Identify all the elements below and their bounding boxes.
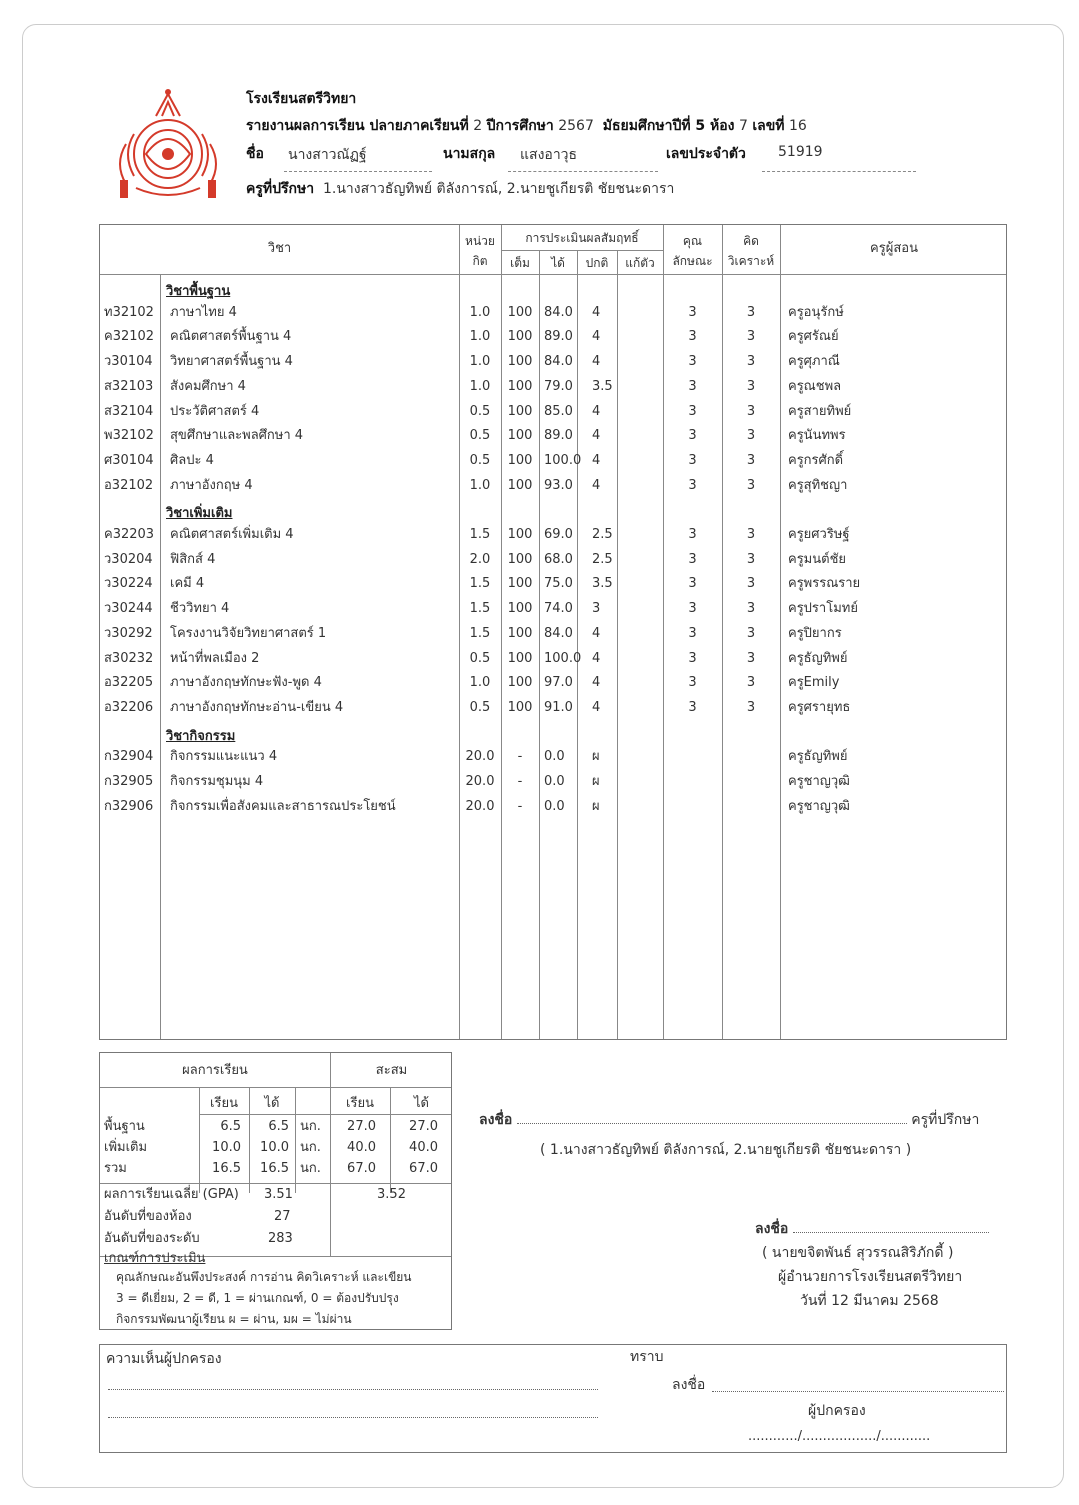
grades-table [99,224,1007,1040]
grade-normal: 4 [592,428,601,444]
teacher-name: ครูนันทพร [788,428,846,444]
parent-ack-label: ทราบ [630,1349,664,1365]
grade-normal: 4 [592,675,601,691]
subject-code: ก32906 [104,798,154,814]
advisor-sign-label: ลงชื่อ [479,1112,513,1128]
grade-normal: 4 [592,329,601,345]
score-full: 100 [507,428,533,444]
col-think-top: คิด [743,234,759,248]
student-surname: แสงอาวุธ [520,147,578,163]
col-char-top: คุณ [682,234,703,248]
summary-acc-enrolled: 27.0 [347,1119,376,1134]
credit-units: 0.5 [469,650,491,666]
credit-units: 0.5 [469,428,491,444]
thinking-score: 3 [746,428,756,444]
character-score: 3 [688,625,697,641]
grade-normal: 4 [592,304,601,320]
subject-code: พ32102 [104,428,154,444]
character-score: 3 [688,477,697,493]
score-got: 68.0 [544,551,573,567]
credit-units: 1.5 [469,601,491,617]
subject-name: ภาษาอังกฤษ 4 [170,477,253,493]
score-full: 100 [507,675,533,691]
teacher-name: ครูพรรณราย [788,576,861,592]
subject-name: ภาษาอังกฤษทักษะอ่าน-เขียน 4 [170,699,344,715]
score-got: 0.0 [544,774,565,789]
character-score: 3 [688,551,697,567]
report-title-line [246,115,807,137]
subject-name: วิทยาศาสตร์พื้นฐาน 4 [170,354,293,370]
score-got: 85.0 [544,403,573,419]
subject-code: ว30292 [104,625,153,641]
criteria-line-2: 3 = ดีเยี่ยม, 2 = ดี, 1 = ผ่านเกณฑ์, 0 = ต้องปรับปรุง [116,1291,399,1305]
character-score: 3 [688,329,697,345]
score-got: 84.0 [544,354,573,370]
character-score: 3 [688,452,697,468]
subject-name: คณิตศาสตร์เพิ่มเติม 4 [170,527,294,542]
parent-opinion-line-2[interactable] [108,1417,598,1418]
score-got: 0.0 [544,749,565,765]
subject-code: อ32102 [104,477,154,493]
grade-normal: 4 [592,650,601,666]
character-score: 3 [688,428,697,444]
gpa-label: ผลการเรียนเฉลี่ย (GPA) [104,1187,239,1202]
score-got: 84.0 [544,625,573,641]
teacher-name: ครูสุทิชญา [788,477,848,493]
character-score: 3 [688,403,697,419]
rank-level-value: 283 [268,1231,293,1246]
teacher-name: ครูศุภาณี [788,354,840,370]
score-full: 100 [507,477,533,493]
subject-code: ว30104 [104,354,153,370]
score-got: 84.0 [544,304,573,320]
advisor-label: ครูที่ปรึกษา [246,181,315,197]
score-full: 100 [507,354,533,370]
subject-code: อ32206 [104,699,154,715]
teacher-name: ครูธัญทิพย์ [788,749,848,765]
score-full: 100 [507,551,533,567]
summary-acc-earned: 27.0 [409,1119,438,1134]
advisor-names: 1.นางสาวธัญทิพย์ ติลังการณ์, 2.นายชูเกียรติ ชัยชนะดารา [323,181,675,197]
teacher-name: ครูกรศักดิ์ [788,452,844,468]
thinking-score: 3 [746,477,756,493]
subject-code: ส32103 [104,378,154,394]
subject-name: เคมี 4 [170,576,205,592]
col-subject: วิชา [267,241,292,256]
teacher-name: ครูEmily [788,675,840,691]
summary-enrolled: 10.0 [212,1140,241,1155]
score-got: 97.0 [544,675,573,691]
summary-acc-enrolled: 67.0 [347,1161,376,1176]
summary-earned: 10.0 [260,1140,289,1155]
summary-enrolled: 6.5 [220,1119,241,1134]
group-title: วิชากิจกรรม [166,728,236,744]
character-score: 3 [688,378,697,394]
subject-code: อ32205 [104,675,154,691]
subject-name: สังคมศึกษา 4 [170,378,246,394]
grade-normal: 4 [592,625,601,641]
gpa-accum-value: 3.52 [377,1187,406,1202]
year: 2567 [558,118,594,134]
credit-units: 2.0 [469,551,491,567]
grade-normal: 4 [592,354,601,370]
parent-opinion-label: ความเห็นผู้ปกครอง [106,1351,222,1367]
credit-units: 1.0 [469,477,491,493]
advisor-sign-names: ( 1.นางสาวธัญทิพย์ ติลังการณ์, 2.นายชูเกียรติ ชัยชนะดารา ) [540,1142,912,1158]
teacher-name: ครูมนต์ชัย [788,551,847,567]
subject-code: ค32203 [104,527,155,542]
score-got: 91.0 [544,699,573,715]
credit-units: 0.5 [469,699,491,715]
rank-room-value: 27 [274,1209,291,1224]
col-retake: แก้ตัว [625,256,655,270]
subject-code: ว30244 [104,601,153,617]
thinking-score: 3 [746,650,756,666]
teacher-name: ครูศรัณย์ [788,329,839,345]
gpa-value: 3.51 [264,1187,293,1202]
col-unit-bottom: กิต [472,254,488,268]
advisor-sign-role: ครูที่ปรึกษา [911,1112,980,1128]
summary-enrolled: 16.5 [212,1161,241,1176]
director-role: ผู้อำนวยการโรงเรียนสตรีวิทยา [778,1269,963,1285]
summary-unit: นก. [300,1140,321,1155]
thinking-score: 3 [746,699,756,715]
criteria-line-1: คุณลักษณะอันพึงประสงค์ การอ่าน คิดวิเคราะห์ และเขียน [116,1270,412,1284]
score-full: - [517,798,523,814]
credit-units: 1.5 [469,527,491,542]
rank-room-label: อันดับที่ของห้อง [104,1209,192,1224]
advisor-sign-row [479,1109,979,1131]
grade-normal: 3 [592,601,601,617]
year-label: ปีการศึกษา [486,118,554,134]
score-got: 89.0 [544,329,573,345]
subject-name: ภาษาอังกฤษทักษะฟัง-พูด 4 [170,675,322,691]
group-title: วิชาเพิ่มเติม [166,506,233,522]
number: 16 [788,118,807,134]
surname-label: นามสกุล [443,146,496,162]
teacher-name: ครูชาญวุฒิ [788,798,850,814]
credit-units: 1.0 [469,675,491,691]
col-teacher: ครูผู้สอน [870,241,918,256]
director-sign-row [755,1218,989,1240]
character-score: 3 [688,675,697,691]
subject-name: กิจกรรมชุมนุม 4 [170,774,264,789]
thinking-score: 3 [746,304,756,320]
subject-name: กิจกรรมเพื่อสังคมและสาธารณประโยชน์ [170,798,396,814]
subject-name: หน้าที่พลเมือง 2 [170,650,260,666]
thinking-score: 3 [746,576,756,592]
thinking-score: 3 [746,378,756,394]
thinking-score: 3 [746,452,756,468]
score-got: 89.0 [544,428,573,444]
score-got: 69.0 [544,527,573,542]
thinking-score: 3 [746,625,756,641]
subject-name: โครงงานวิจัยวิทยาศาสตร์ 1 [170,625,327,641]
summary-box [99,1052,452,1330]
summary-result-label: ผลการเรียน [182,1063,248,1078]
subject-code: ว30224 [104,576,153,592]
teacher-name: ครูยศวริษฐ์ [788,527,850,542]
id-label: เลขประจำตัว [666,146,746,162]
thinking-score: 3 [746,601,756,617]
thinking-score: 3 [746,354,756,370]
teacher-name: ครูชาญวุฒิ [788,774,850,789]
summary-acc-enrolled: 40.0 [347,1140,376,1155]
rank-level-label: อันดับที่ของระดับ [104,1231,200,1246]
score-full: 100 [507,625,533,641]
col-char-bottom: ลักษณะ [672,254,713,268]
subject-code: ว30204 [104,551,153,567]
grade-normal: ผ [592,774,600,789]
student-id: 51919 [778,144,823,160]
summary-earned: 16.5 [260,1161,289,1176]
subject-code: ส30232 [104,650,154,666]
criteria-line-3: กิจกรรมพัฒนาผู้เรียน ผ = ผ่าน, มผ = ไม่ผ่าน [116,1312,352,1326]
subject-name: ประวัติศาสตร์ 4 [170,403,260,419]
subject-code: ค32102 [104,329,155,345]
score-full: 100 [507,650,533,666]
score-full: - [517,749,523,765]
character-score: 3 [688,354,697,370]
group-title: วิชาพื้นฐาน [166,284,231,299]
thinking-score: 3 [746,527,756,542]
director-sign-label: ลงชื่อ [755,1221,789,1237]
teacher-name: ครูสายทิพย์ [788,403,852,419]
criteria-title: เกณฑ์การประเมิน [104,1251,206,1266]
credit-units: 1.5 [469,576,491,592]
summary-row-label: เพิ่มเติม [104,1140,148,1155]
teacher-name: ครูปราโมทย์ [788,601,858,617]
subject-name: สุขศึกษาและพลศึกษา 4 [170,428,304,444]
parent-date-line: ............/................../............ [748,1429,931,1444]
credit-units: 20.0 [465,798,495,814]
character-score: 3 [688,576,697,592]
report-title: รายงานผลการเรียน ปลายภาคเรียนที่ [246,118,469,134]
score-full: 100 [507,601,533,617]
grade-normal: ผ [592,798,600,814]
teacher-name: ครูธัญทิพย์ [788,650,848,666]
teacher-name: ครูศรายุทธ [788,699,851,715]
thinking-score: 3 [746,329,756,345]
credit-units: 1.0 [469,354,491,370]
score-got: 75.0 [544,576,573,592]
character-score: 3 [688,699,697,715]
thinking-score: 3 [746,403,756,419]
student-name: นางสาวณัฏฐ์ [288,147,367,163]
subject-code: ท32102 [104,304,154,320]
score-full: 100 [507,403,533,419]
col-think-bottom: วิเคราะห์ [727,254,775,268]
character-score: 3 [688,304,697,320]
parent-opinion-line-1[interactable] [108,1389,598,1390]
col-eval: การประเมินผลสัมฤทธิ์ [525,231,639,245]
credit-units: 1.5 [469,625,491,641]
report-date: วันที่ 12 มีนาคม 2568 [800,1293,939,1309]
subject-code: ส32104 [104,403,154,419]
parent-sign-label: ลงชื่อ [672,1377,706,1393]
teacher-name: ครูปิยากร [788,625,842,641]
character-score: 3 [688,601,697,617]
score-full: - [517,774,523,789]
summary-row-label: รวม [104,1161,127,1176]
subject-name: ภาษาไทย 4 [170,304,237,320]
class-label: มัธยมศึกษาปีที่ 5 ห้อง [602,118,735,134]
col-unit-top: หน่วย [465,234,495,248]
subject-name: กิจกรรมแนะแนว 4 [170,749,278,765]
grade-normal: ผ [592,749,600,765]
parent-box [99,1344,1007,1453]
score-got: 93.0 [544,477,573,493]
grade-normal: 4 [592,699,601,715]
summary-acc-enrolled-head: เรียน [346,1096,374,1111]
character-score: 3 [688,527,697,542]
summary-acc-earned: 40.0 [409,1140,438,1155]
score-full: 100 [507,699,533,715]
grade-normal: 3.5 [592,576,613,592]
score-full: 100 [507,527,533,542]
summary-acc-earned-head: ได้ [414,1096,429,1111]
summary-unit: นก. [300,1161,321,1176]
school-name: โรงเรียนสตรีวิทยา [246,91,357,107]
score-full: 100 [507,576,533,592]
col-full: เต็ม [510,256,530,270]
credit-units: 20.0 [465,774,495,789]
credit-units: 1.0 [469,329,491,345]
subject-name: ฟิสิกส์ 4 [170,551,216,567]
grade-normal: 4 [592,403,601,419]
score-got: 79.0 [544,378,573,394]
director-name: ( นายขจิตพันธ์ สุวรรณสิริภักดี้ ) [762,1245,954,1261]
teacher-name: ครูอนุรักษ์ [788,304,844,320]
grade-normal: 2.5 [592,551,613,567]
score-full: 100 [507,378,533,394]
room: 7 [738,118,748,134]
subject-code: ก32904 [104,749,154,765]
grade-normal: 4 [592,452,601,468]
credit-units: 1.0 [469,304,491,320]
subject-name: ชีววิทยา 4 [170,601,230,617]
credit-units: 20.0 [465,749,495,765]
score-full: 100 [507,452,533,468]
teacher-name: ครูณชพล [788,378,842,394]
col-normal: ปกติ [585,256,609,270]
subject-code: ก32905 [104,774,154,789]
score-got: 74.0 [544,601,573,617]
score-got: 100.0 [544,452,582,468]
summary-accum-label: สะสม [375,1063,408,1078]
thinking-score: 3 [746,675,756,691]
credit-units: 0.5 [469,403,491,419]
score-full: 100 [507,304,533,320]
grade-normal: 2.5 [592,527,613,542]
summary-unit: นก. [300,1119,321,1134]
summary-row-label: พื้นฐาน [104,1119,145,1134]
col-got: ได้ [551,256,565,270]
score-got: 0.0 [544,798,565,814]
credit-units: 1.0 [469,378,491,394]
grade-normal: 4 [592,477,601,493]
subject-code: ศ30104 [104,452,154,468]
summary-enrolled-head: เรียน [210,1096,238,1111]
parent-role: ผู้ปกครอง [808,1403,866,1419]
name-label: ชื่อ [246,146,264,162]
score-got: 100.0 [544,650,582,666]
school-seal-logo [106,84,230,208]
subject-name: ศิลปะ 4 [170,452,214,468]
subject-name: คณิตศาสตร์พื้นฐาน 4 [170,329,292,345]
number-label: เลขที่ [752,118,785,134]
summary-earned-head: ได้ [264,1096,280,1111]
grade-normal: 3.5 [592,378,613,394]
semester: 2 [473,118,483,134]
score-full: 100 [507,329,533,345]
summary-earned: 6.5 [268,1119,289,1134]
summary-acc-earned: 67.0 [409,1161,438,1176]
character-score: 3 [688,650,697,666]
credit-units: 0.5 [469,452,491,468]
advisor-line [246,178,674,200]
parent-sign-line[interactable] [712,1391,1004,1392]
thinking-score: 3 [746,551,756,567]
